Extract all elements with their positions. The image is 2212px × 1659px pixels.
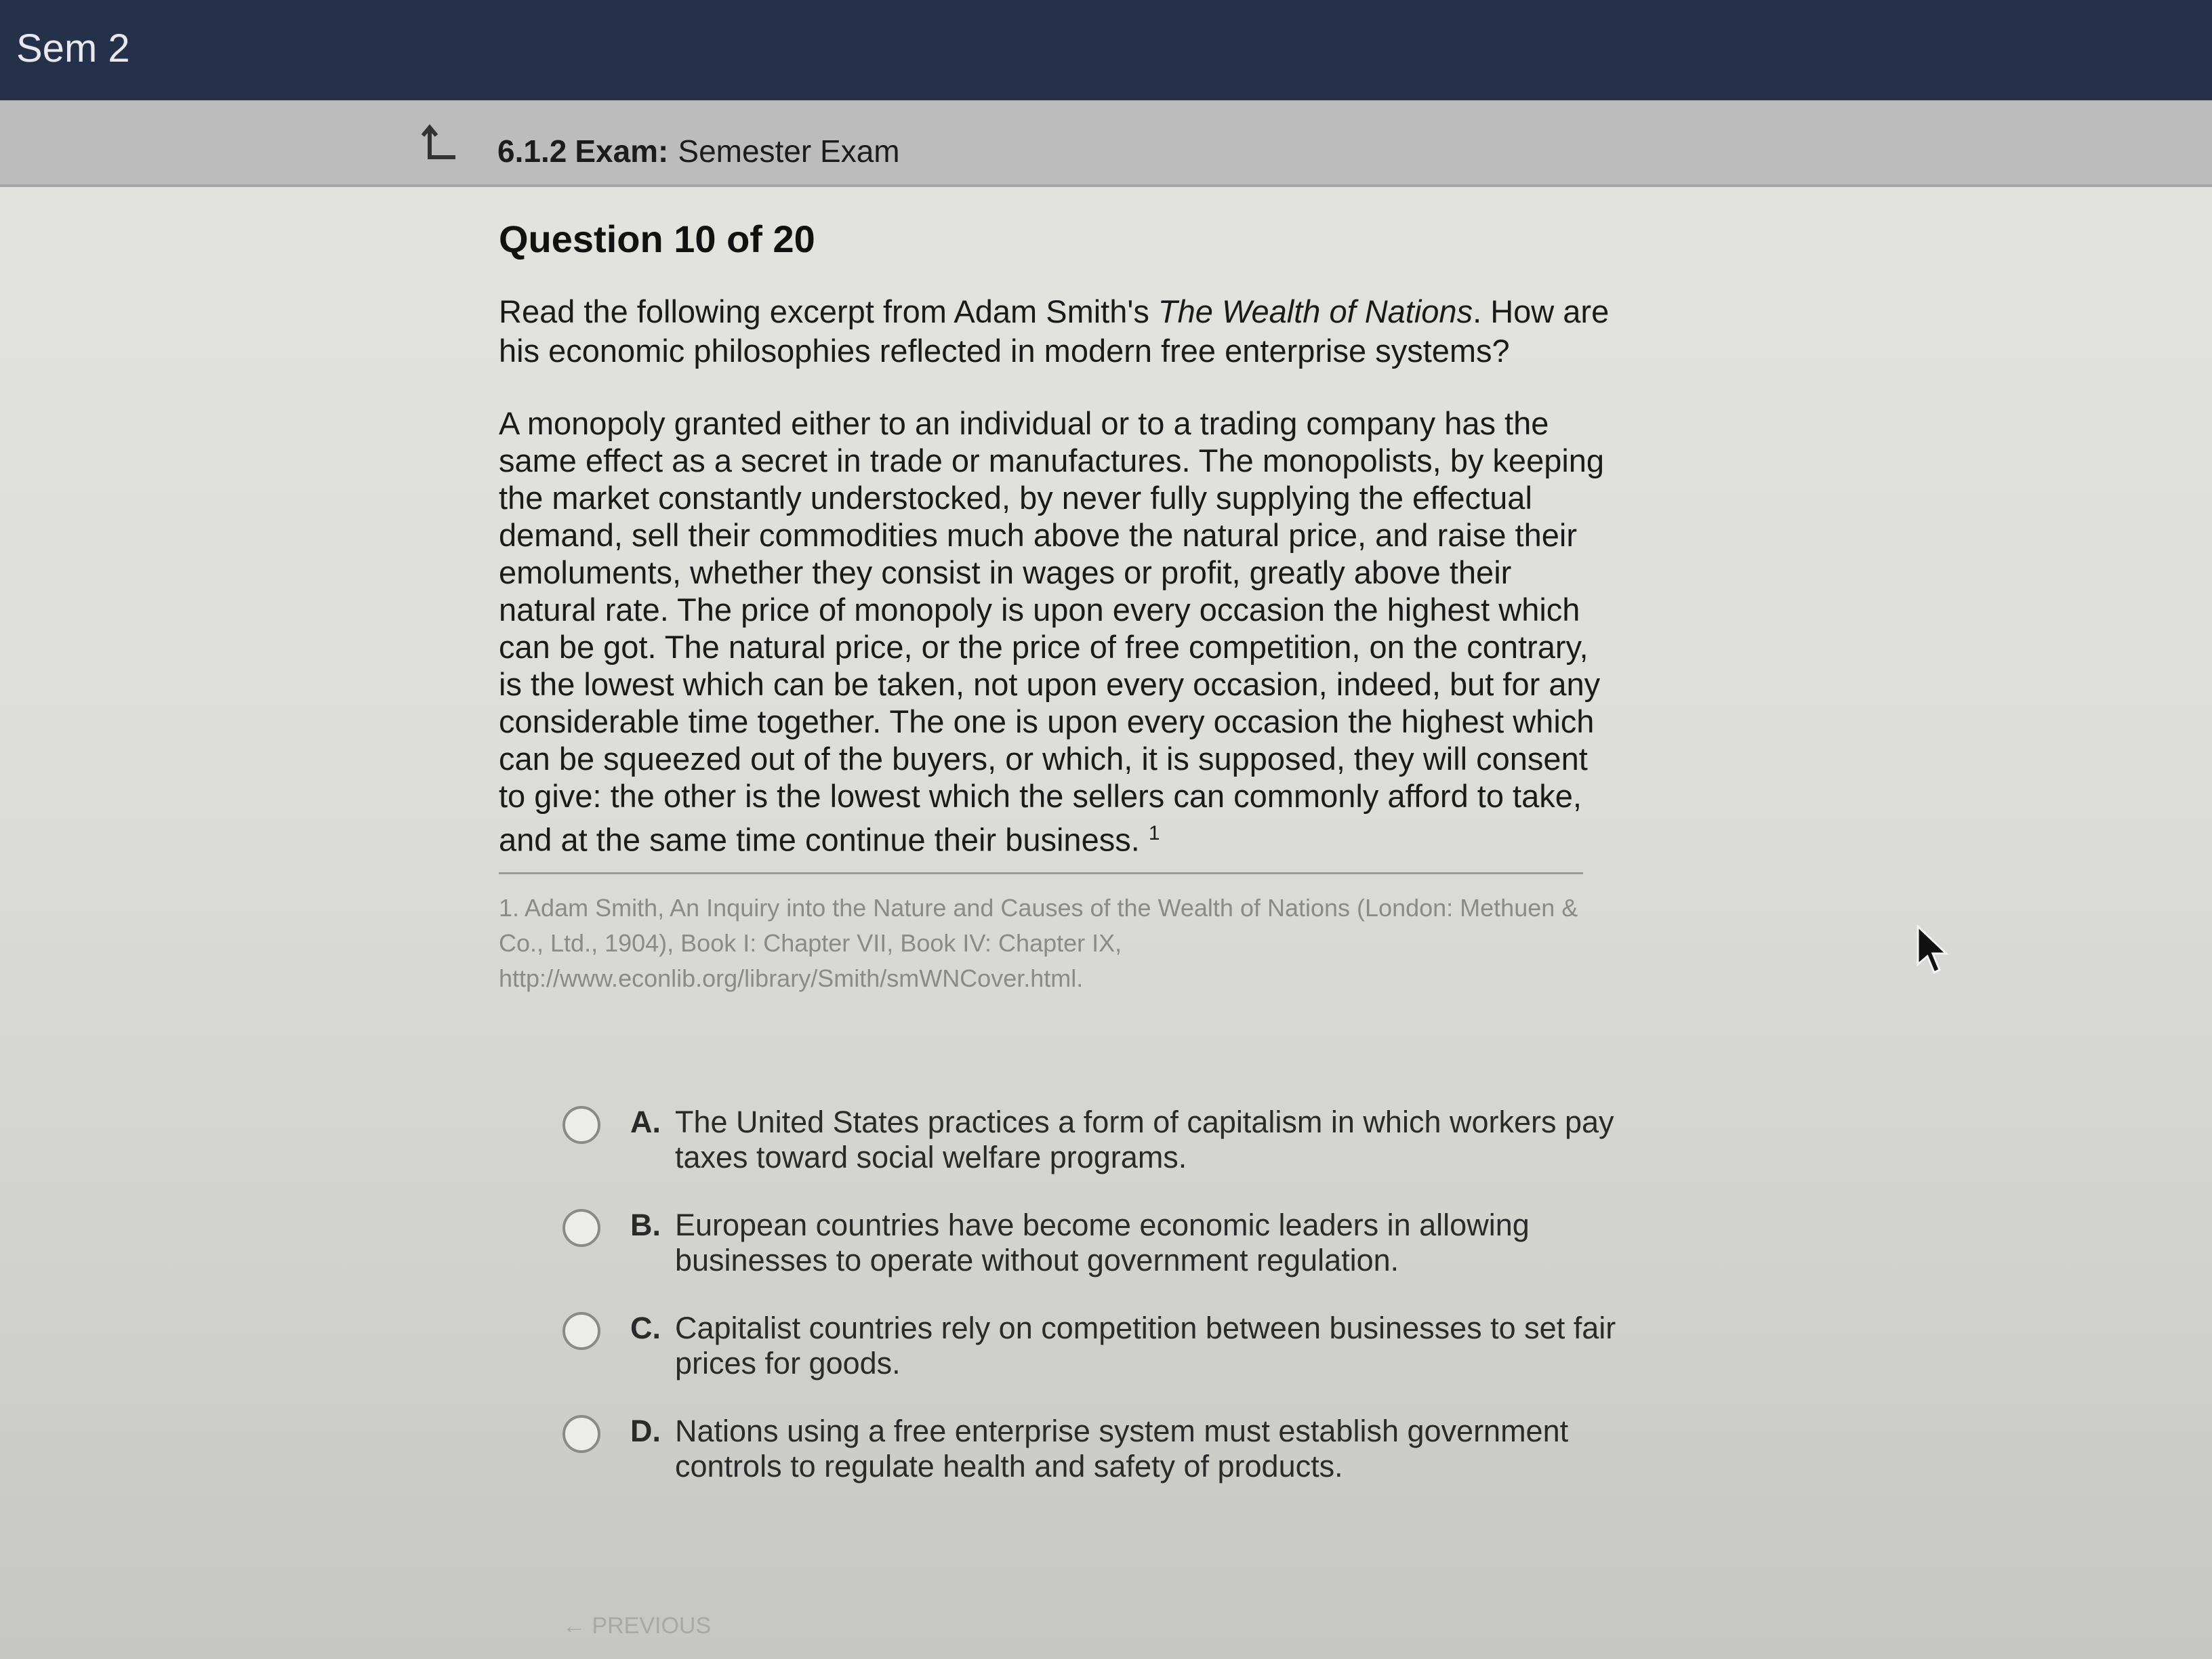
footnote-citation: 1. Adam Smith, An Inquiry into the Nature and Causes of the Wealth of Nations (London: Methuen & Co., Ltd., 1904), Book I: Chapter VII, Book IV: Chapter IX, http://www.econlib.org/library/Smith/smWNCover.html. [499, 893, 1578, 992]
option-letter: D. [630, 1414, 661, 1448]
radio-button-d[interactable] [562, 1415, 600, 1453]
option-text: The United States practices a form of capitalism in which workers pay taxes toward social welfare programs. [675, 1105, 1614, 1174]
excerpt-text: A monopoly granted either to an individual or to a trading company has the same effect as a secret in trade or manufactures. The monopolists, by keeping the market constantly understocked, by never fully supplying the effectual demand, sell their commodities much above the natural price, and raise their emoluments, whether they consist in wages or profit, greatly above their natural rate. The price of monopoly is upon every occasion the highest which can be got. The natural price, or the price of free competition, on the contrary, is the lowest which can be taken, not upon every occasion, indeed, but for any considerable time together. The one is upon every occasion the highest which can be squeezed out of the buyers, or which, it is supposed, they will consent to give: the other is the lowest which the sellers can commonly afford to take, and at the same time continue their business. [499, 405, 1605, 858]
option-text: Capitalist countries rely on competition between businesses to set fair prices for goods. [675, 1311, 1616, 1380]
option-text: Nations using a free enterprise system must establish government controls to regulate health and safety of products. [675, 1414, 1569, 1483]
radio-button-b[interactable] [562, 1209, 600, 1247]
back-arrow-icon[interactable] [420, 123, 461, 164]
book-title: The Wealth of Nations [1158, 293, 1473, 329]
course-title[interactable]: Sem 2 [16, 26, 130, 70]
top-bar [0, 0, 2212, 100]
option-text: European countries have become economic leaders in allowing businesses to operate without government regulation. [675, 1208, 1530, 1277]
footnote-divider [499, 872, 1583, 874]
previous-button[interactable]: ← PREVIOUS [562, 1613, 712, 1639]
radio-button-c[interactable] [562, 1312, 600, 1350]
footnote-marker: 1 [1148, 822, 1160, 844]
radio-button-a[interactable] [562, 1106, 600, 1144]
question-panel [499, 217, 1610, 996]
answer-options [562, 1105, 1620, 1517]
excerpt-passage [499, 405, 1610, 859]
question-counter: Question 10 of 20 [499, 218, 815, 260]
option-letter: A. [630, 1105, 661, 1139]
exam-bar [0, 100, 2212, 187]
option-c[interactable] [562, 1311, 1620, 1381]
option-a[interactable] [562, 1105, 1620, 1175]
question-prompt [499, 292, 1610, 371]
exam-title [497, 133, 900, 169]
mouse-cursor-icon [1917, 925, 1950, 974]
exam-name: Semester Exam [678, 134, 900, 169]
option-b[interactable] [562, 1208, 1620, 1278]
option-letter: B. [630, 1208, 661, 1242]
prompt-text-start: Read the following excerpt from Adam Smith's [499, 293, 1158, 329]
option-d[interactable] [562, 1414, 1620, 1484]
exam-kind: Exam: [575, 134, 669, 169]
option-letter: C. [630, 1311, 661, 1345]
prompt-text-end: . How are his economic philosophies reflected in modern free enterprise systems? [499, 293, 1610, 369]
exam-number: 6.1.2 [497, 134, 567, 169]
